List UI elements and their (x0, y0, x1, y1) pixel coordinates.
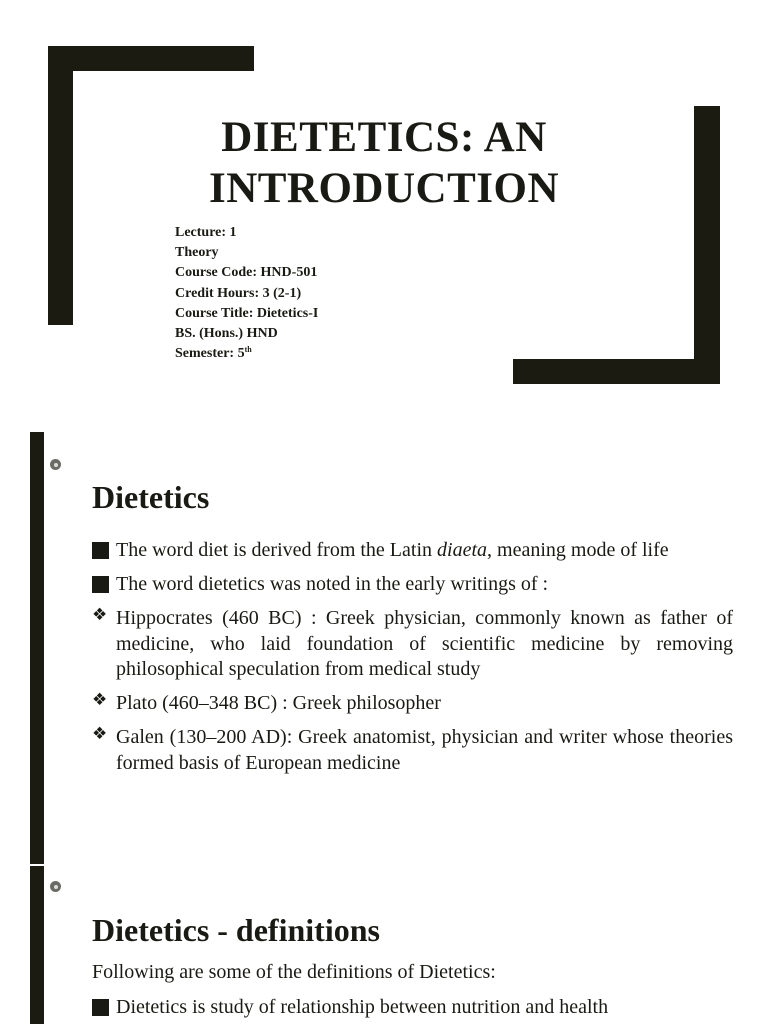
course-title: Course Title: Dietetics-I (175, 305, 319, 321)
list-item: Dietetics is study of relationship between nutrition and health (92, 995, 733, 1021)
credit-hours: Credit Hours: 3 (2-1) (175, 285, 302, 301)
slide-dot-icon (50, 459, 61, 470)
square-bullet-icon (92, 999, 109, 1016)
semester: Semester: 5th (175, 345, 252, 362)
slide-heading: Dietetics (92, 479, 210, 515)
dietetics-definitions-slide (0, 866, 768, 1024)
slide-dot-icon (50, 881, 61, 892)
diamond-bullet-icon: ❖ (92, 690, 108, 710)
definitions-intro: Following are some of the definitions of Dietetics: (92, 961, 496, 983)
square-bullet-icon (92, 576, 109, 593)
corner-bracket-bottom-right-vertical (694, 106, 720, 384)
bullet-list (92, 538, 733, 785)
diamond-bullet-icon: ❖ (92, 605, 108, 625)
slide-accent-bar (30, 866, 44, 1024)
list-item: ❖ Galen (130–200 AD): Greek anatomist, physician and writer whose theories formed basis of European medicine (92, 724, 733, 774)
list-item: The word diet is derived from the Latin diaeta, meaning mode of life (92, 538, 733, 564)
slide-accent-bar (30, 432, 44, 864)
dietetics-slide (0, 432, 768, 864)
corner-bracket-top-left-horizontal (48, 46, 254, 71)
corner-bracket-top-left-vertical (48, 46, 73, 325)
lecture-number: Lecture: 1 (175, 225, 237, 240)
list-item: The word dietetics was noted in the early writings of : (92, 572, 733, 598)
square-bullet-icon (92, 542, 109, 559)
degree-program: BS. (Hons.) HND (175, 326, 278, 342)
course-info (175, 223, 318, 364)
title-line-2: INTRODUCTION (208, 165, 560, 212)
slide-heading: Dietetics - definitions (92, 912, 380, 948)
lecture-type: Theory (175, 245, 219, 261)
title-line-1: DIETETICS: AN (221, 114, 547, 161)
course-code: Course Code: HND-501 (175, 265, 318, 281)
list-item: ❖ Plato (460–348 BC) : Greek philosopher (92, 690, 441, 714)
slide-title (150, 112, 618, 214)
list-item: ❖ Hippocrates (460 BC) : Greek physician, commonly known as father of medicine, who laid foundation of scientific medicine by removing philosophical speculation from medical study (92, 605, 733, 680)
corner-bracket-bottom-right-horizontal (513, 359, 720, 384)
title-slide (0, 0, 768, 410)
diamond-bullet-icon: ❖ (92, 724, 108, 744)
